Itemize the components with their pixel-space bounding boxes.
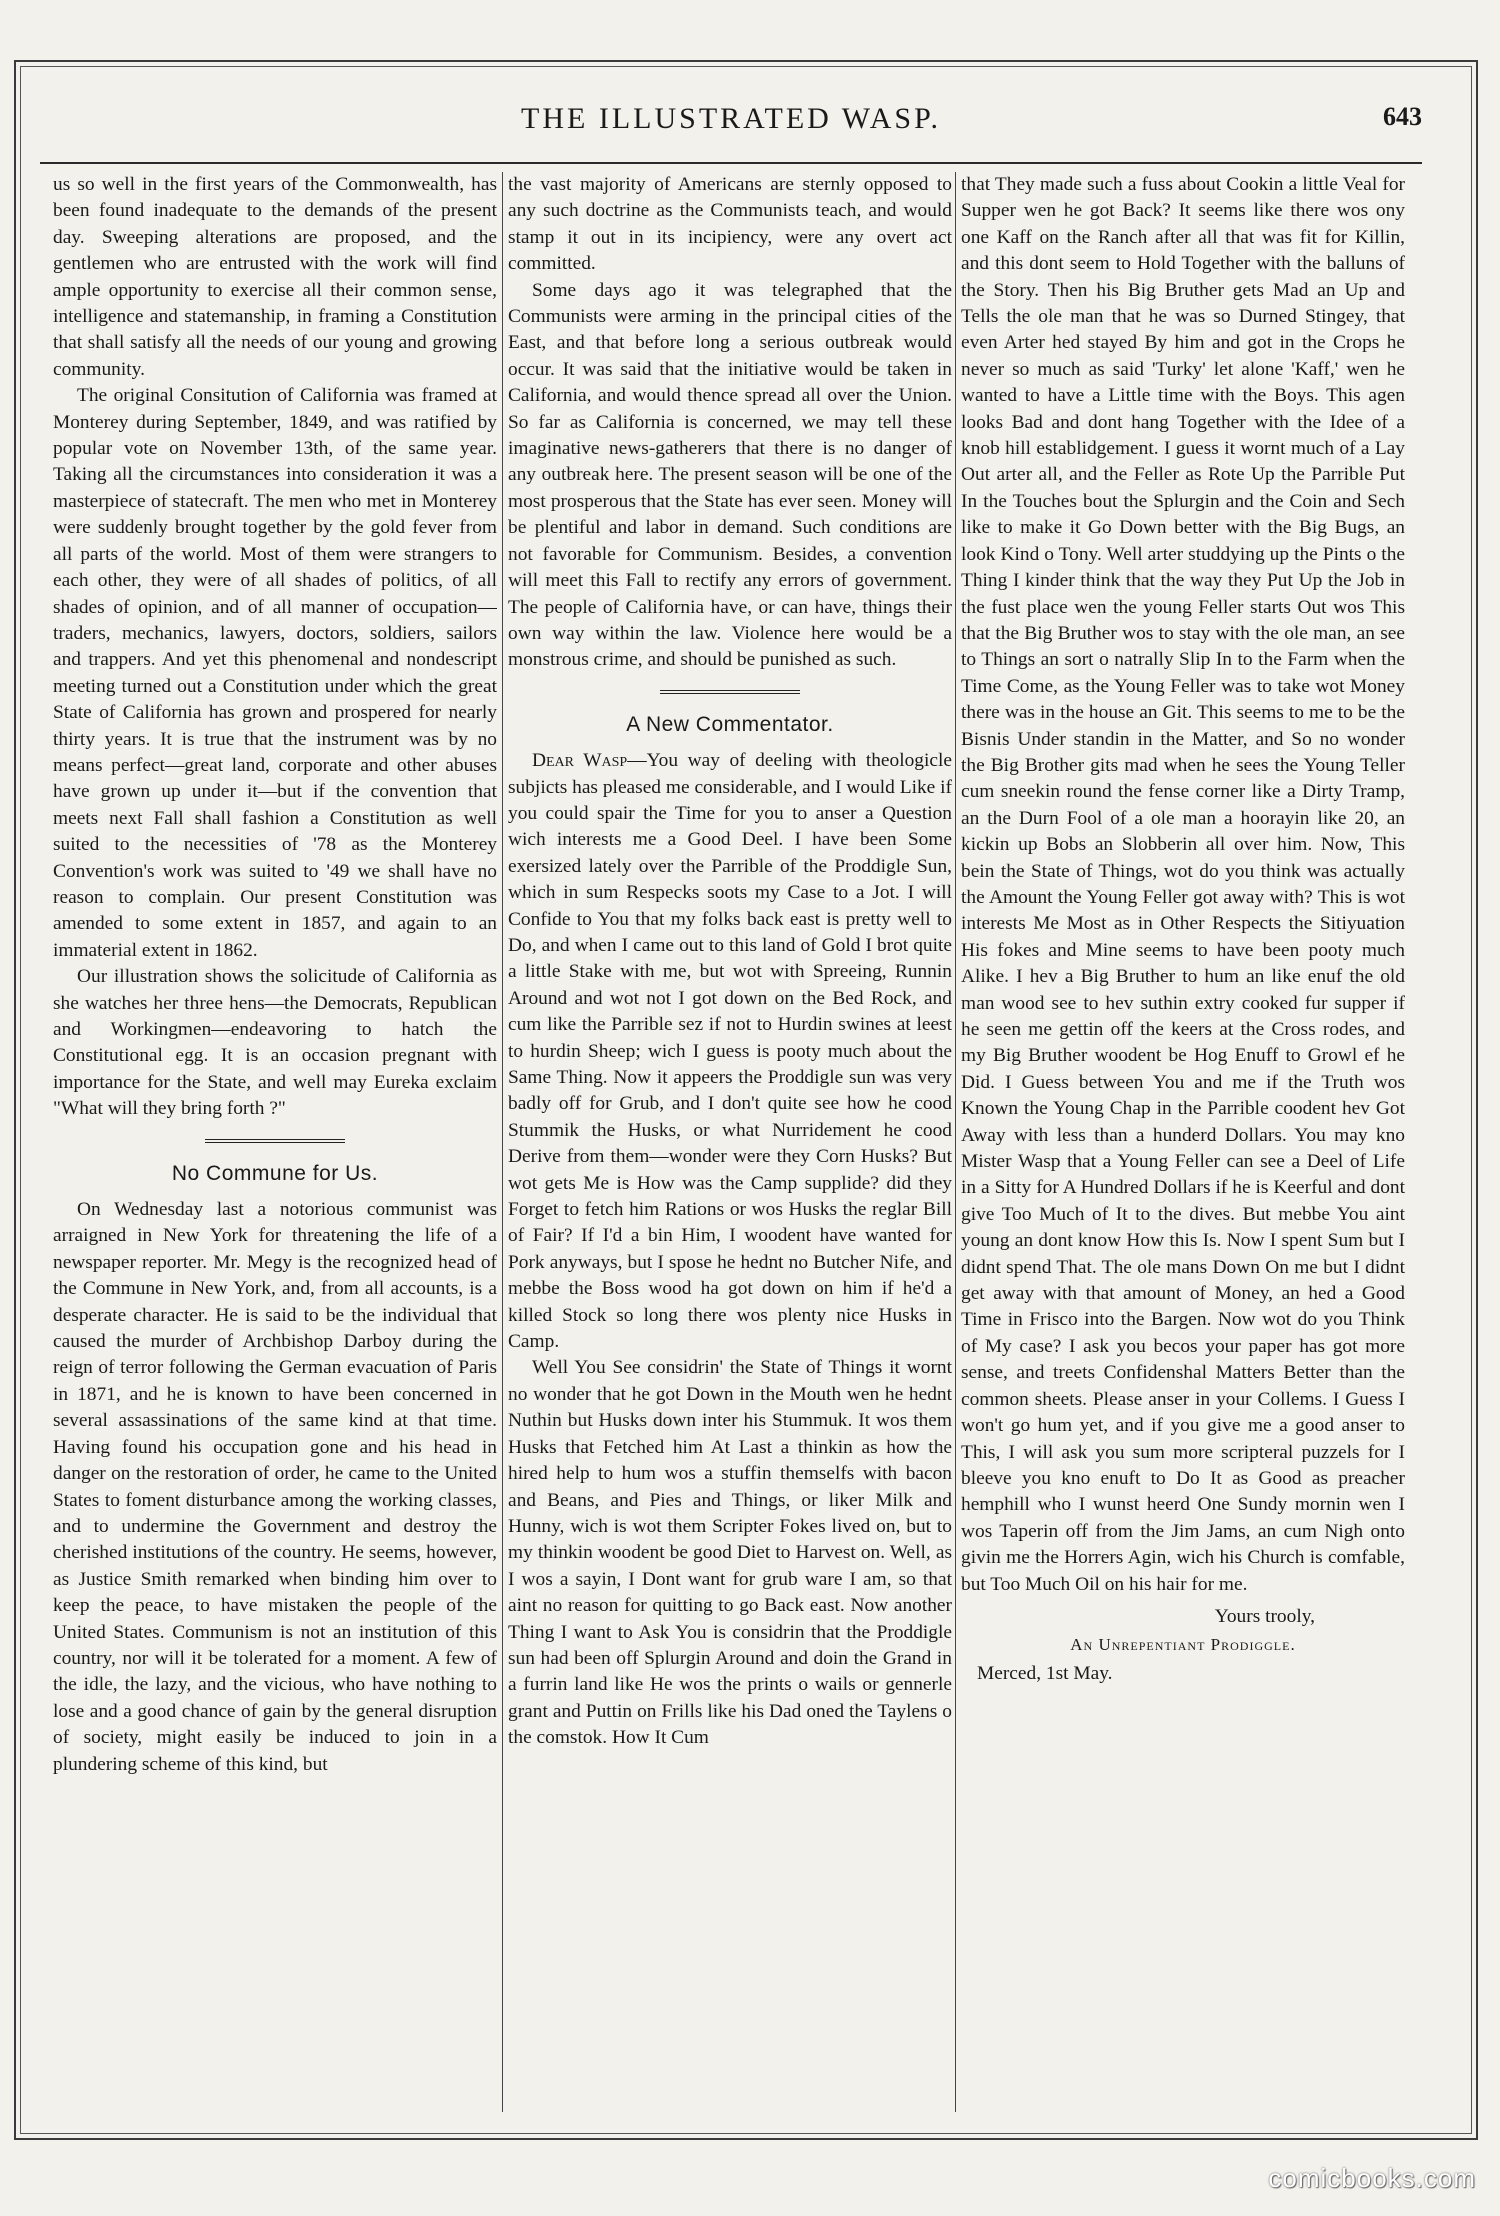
column-divider [502, 172, 503, 2112]
paragraph: Well You See considrin' the State of Things it wornt no wonder that he got Down in the Mouth wen he hednt Nuthin but Husks down inter his Stummuk. It wos them Husks that Fetched him At Last a thinkin as how the hired help to hum wos a stuffin themselfs with bacon and Beans, and Pies and Things, or liker Milk and Hunny, wich is wot them Scripter Fokes lived on, but to my thinkin woodent be good Diet to Harvest on. Well, as I wos a sayin, I Dont want for grub ware I am, so that aint no reason for quitting to go Back east. Now another Thing I want to Ask You is considrin that the Proddigle sun had been off Splurgin Around and doin the Grand in a furrin land like He wos the prints o wails or gennerle grant and Puttin on Frills like his Dad oned the Taylens o the comstok. How It Cum [508, 1357, 952, 1749]
paragraph: the vast majority of Americans are sternly opposed to any such doctrine as the Communists teach, and would stamp it out in its incipiency, were any overt act committed. [508, 174, 952, 275]
section-separator [660, 690, 800, 694]
paragraph: Our illustration shows the solicitude of California as she watches her three hens—the Democrats, Republican and Workingmen—endeavoring to hatch the Constitutional egg. It is an occasion pregnant with importance for the State, and well may Eureka exclaim "What will they bring forth ?" [53, 966, 497, 1120]
letter-signature: An Unrepentiant Prodiggle. [1070, 1635, 1296, 1655]
paragraph: The original Consitution of California was framed at Monterey during September, 1849, and was ratified by popular vote on November 13th, of the same year. Taking all the circumstances into consideration it was a masterpiece of statecraft. The men who met in Monterey were suddenly brought together by the gold fever from all parts of the world. Most of them were strangers to each other, they were of all shades of politics, of all shades of opinion, and of all manner of occupation—traders, mechanics, lawyers, doctors, soldiers, sailors and trappers. And yet this phenomenal and nondescript meeting turned out a Constitution under which the great State of California has grown and prospered for nearly thirty years. It is true that the instrument was by no means perfect—great land, corporate and other abuses have grown up under it—but if the convention that meets next Fall shall fashion a Constitution as well suited to the necessities of '78 as the Monterey Convention's work was suited to '49 we shall have no reason to complain. Our present Constitution was amended to some extent in 1857, and again to an immaterial extent in 1862. [53, 385, 497, 961]
watermark: comicbooks.com [1268, 2163, 1476, 2193]
section-separator [205, 1139, 345, 1143]
publication-title: THE ILLUSTRATED WASP. [521, 102, 941, 135]
page-number: 643 [1383, 102, 1422, 131]
letter-closing: Yours trooly, [1214, 1605, 1315, 1627]
letter-salutation: Dear Wasp [532, 750, 628, 772]
paragraph: Some days ago it was telegraphed that the Communists were arming in the principal cities of the East, and that before long a serious outbreak would occur. It was said that the initiative would be taken in California, and would thence spread all over the Union. So far as California is concerned, we may tell these imaginative news-gatherers that there is no danger of any outbreak here. The present season will be one of the most prosperous that the State has ever seen. Money will be plentiful and labor in demand. Such conditions are not favorable for Communism. Besides, a convention will meet this Fall to rectify any errors of government. The people of California have, or can have, things their own way within the law. Violence here would be a monstrous crime, and should be punished as such. [508, 279, 952, 671]
paragraph: that They made such a fuss about Cookin a little Veal for Supper wen he got Back? It seems like there wos ony one Kaff on the Ranch after all that was fit for Killin, and this dont seem to Hold Together with the balluns of the Story. Then his Big Bruther gets Mad an Up and Tells the ole man that he was so Durned Stingey, that even Arter hed stayed By him and got in the Crops he never so much as said 'Turky' let alone 'Kaff,' wen he wanted to have a Little time with the Boys. This agen looks Bad and dont hang Together with the Idee of a knob hill establidgement. I guess it wornt much of a Lay Out arter all, and the Feller as Rote Up the Parrible Put In the Touches bout the Splurgin and the Coin and Sech like to make it Go Down better with the Big Bugs, an look Kind o Tony. Well arter studdying up the Pints o the Thing I kinder think that the way they Put Up the Job in the fust place wen the young Feller starts Out wos This that the Big Bruther wos to stay with the ole man, an see to Things an sort o natrally Slip In to the Farm when the Time Come, as the Young Feller was to take wot Money there was in the house an Git. This seems to me to be the Bisnis Under standin in the Matter, and So no wonder the Big Brother gits mad when he sees the Young Teller cum sneekin round the fense corner like a Dirty Tramp, an the Durn Fool of a ole man a hoorayin like 20, an kickin up Bobs an Slobberin all over him. Now, This bein the State of Things, wot do you think was actually the Amount the Young Feller got away with? This is wot interests Me Most as in Other Respects the Sitiyuation His fokes and Mine seems to have been pooty much Alike. I hev a Big Bruther to hum an like enuf the old man wood see to hev suthin extry cooked fur supper if he seen me gettin off the keers at the Cross rodes, and my Big Bruther woodent be Hog Enuff to Growl ef he Did. I Guess between You and me if the Truth wos Known the Young Chap in the Parrible coodent hev Got Away with less than a hunderd Dollars. You may kno Mister Wasp that a Young Feller can see a Deel of Life in a Sitty for A Hundred Dollars if he is Keerful and dont give Too Much of It to the dives. But mebbe You aint young an dont know How this Is. Now I spent Sum but I didnt spend That. The ole mans Down On me but I didnt get away with that amount of Money, an hed a Good Time in Frisco into the Bargen. Now wot do you Think of My case? I ask you becos your paper has got more sense, and treets Confidenshal Matters Better than the common sheets. Please anser in your Collems. I Guess I won't go hum yet, and if you give me a good anser to This, I will ask you sum more scripteral puzzels for I bleeve you kno enuft to Do It as Good as preacher hemphill who I wunst heerd One Sundy mornin wen I wos Taperin off from the Jim Jams, an cum Nigh onto givin me the Horrers Agin, wich his Church is comfable, but Too Much Oil on his hair for me. [961, 174, 1405, 1595]
paragraph [508, 748, 952, 1355]
column-divider [955, 172, 956, 2112]
letter-text: —You way of deeling with theologicle subjicts has pleased me considerable, and I would Like if you could spair the Time for you to anser a Question wich interests me a Good Deel. I have been Some exersized lately over the Parrible of the Proddigle Sun, which in sum Respecks soots my Case to a Jot. I will Confide to You that my folks back east is pretty well to Do, and when I came out to this land of Gold I brot quite a little Stake with me, but wot with Spreeing, Runnin Around and wot not I got down on the Bed Rock, and cum like the Parrible sez if not to Hurdin swines at leest to hurdin Sheep; wich I guess is pooty much about the Same Thing. Now it appeers the Proddigle sun was very badly off for Grub, and I don't quite see how he cood Stummik the Husks, or what Nurridement he cood Derive from them—wonder were they Corn Husks? But wot gets Me is How was the Camp supplide? did they Forget to fetch him Rations or wos Husks the reglar Bill of Fair? If I'd a bin Him, I woodent have wanted for Pork anyways, but I spose he hednt no Butcher Nife, and mebbe the Boss wood ha got down on him if he'd a killed Stock so long there wos plenty nice Husks in Camp. [508, 750, 952, 1353]
article-heading: A New Commentator. [626, 712, 834, 736]
header-rule [40, 162, 1422, 164]
page-header [40, 96, 1422, 144]
paragraph: us so well in the first years of the Commonwealth, has been found inadequate to the demands of the present day. Sweeping alterations are proposed, and the gentlemen who are entrusted with the work will find ample opportunity to exercise all their common sense, intelligence and statemanship, in framing a Constitution that shall satisfy all the needs of our young and growing community. [53, 174, 497, 380]
column-1 [53, 172, 497, 2122]
letter-dateline: Merced, 1st May. [977, 1662, 1113, 1684]
column-3 [961, 172, 1405, 2122]
paragraph: On Wednesday last a notorious communist was arraigned in New York for threatening the life of a newspaper reporter. Mr. Megy is the recognized head of the Commune in New York, and, from all accounts, is a desperate character. He is said to be the individual that caused the murder of Archbishop Darboy during the reign of terror following the German evacuation of Paris in 1871, and he is known to have been concerned in several assassinations of the same kind at that time. Having found his occupation gone and his head in danger on the restoration of order, he came to the United States to foment disturbance among the working classes, and to undermine the Government and destroy the cherished institutions of the country. He seems, however, as Justice Smith remarked when binding him over to keep the peace, to have mistaken the people of the United States. Communism is not an institution of this country, nor will it be tolerated for a moment. A few of the idle, the lazy, and the vicious, who have nothing to lose and a good chance of gain by the general disruption of society, might easily be induced to join in a plundering scheme of this kind, but [53, 1199, 497, 1775]
column-2 [508, 172, 952, 2122]
article-heading: No Commune for Us. [171, 1161, 379, 1185]
